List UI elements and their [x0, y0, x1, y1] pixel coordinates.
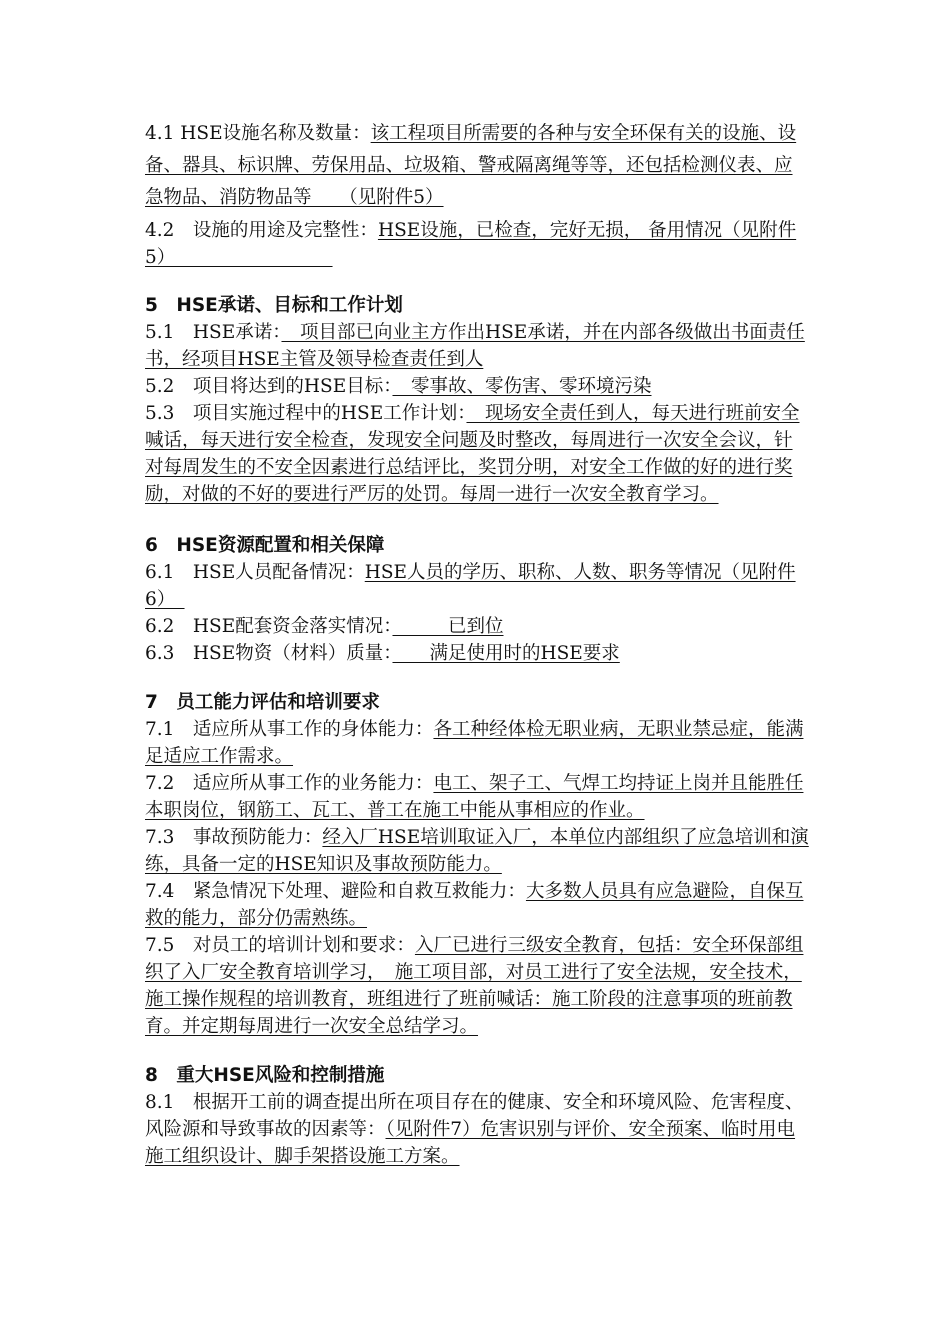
para-5-1-value: 项目部已向业主方作出HSE承诺，并在内部各级做出书面责任书，经项目HSE主管及领导检查责任到人	[145, 322, 805, 370]
para-7-2-label: 7.2 适应所从事工作的业务能力：	[145, 773, 434, 794]
section-6-heading: 6 HSE资源配置和相关保障	[145, 535, 385, 556]
section-5-heading: 5 HSE承诺、目标和工作计划	[145, 295, 403, 316]
para-6-3-label: 6.3 HSE物资（材料）质量：	[145, 643, 393, 664]
document-page	[145, 118, 810, 1170]
para-7-3	[145, 824, 810, 878]
para-4-2-label: 4.2 设施的用途及完整性：	[145, 220, 378, 241]
para-6-2-label: 6.2 HSE配套资金落实情况：	[145, 616, 393, 637]
para-6-3	[145, 640, 810, 667]
para-7-3-label: 7.3 事故预防能力：	[145, 827, 323, 848]
para-5-3	[145, 400, 810, 508]
section-7-heading: 7 员工能力评估和培训要求	[145, 692, 380, 713]
para-5-2	[145, 373, 810, 400]
para-7-5-value: 入厂已进行三级安全教育，包括：安全环保部组织了入厂安全教育培训学习， 施工项目部，对员工进行了安全法规，安全技术，施工操作规程的培训教育，班组进行了班前喊话：施工阶段的注意事项的班前教育。并定期每周进行一次安全总结学习。	[145, 935, 804, 1037]
para-7-2	[145, 770, 810, 824]
para-4-1-value: 该工程项目所需要的各种与安全环保有关的设施、设备、器具、标识牌、劳保用品、垃圾箱、警戒隔离绳等等，还包括检测仪表、应急物品、消防物品等 （见附件5）	[145, 123, 797, 208]
para-7-3-value: 经入厂HSE培训取证入厂，本单位内部组织了应急培训和演练，具备一定的HSE知识及事故预防能力。	[145, 827, 809, 875]
para-7-5-label: 7.5 对员工的培训计划和要求：	[145, 935, 415, 956]
para-8-1-label: 8.1 根据开工前的调查提出所在项目存在的健康、安全和环境风险、危害程度、风险源和导致事故的因素等：	[145, 1092, 804, 1140]
para-7-4-label: 7.4 紧急情况下处理、避险和自救互救能力：	[145, 881, 526, 902]
para-6-1-value: HSE人员的学历、职称、人数、职务等情况（见附件6）	[145, 562, 796, 610]
para-5-2-label: 5.2 项目将达到的HSE目标：	[145, 376, 393, 397]
section-8-heading: 8 重大HSE风险和控制措施	[145, 1065, 385, 1086]
para-4-1-label: 4.1 HSE设施名称及数量：	[145, 123, 371, 144]
para-5-1-label: 5.1 HSE承诺：	[145, 322, 282, 343]
para-5-3-label: 5.3 项目实施过程中的HSE工作计划：	[145, 403, 467, 424]
para-8-1-value: （见附件7）危害识别与评价、安全预案、临时用电施工组织设计、脚手架搭设施工方案。	[145, 1119, 796, 1167]
para-4-2-value: HSE设施，已检查，完好无损， 备用情况（见附件5）	[145, 220, 797, 268]
para-5-3-value: 现场安全责任到人，每天进行班前安全喊话，每天进行安全检查，发现安全问题及时整改，每周进行一次安全会议，针对每周发生的不安全因素进行总结评比，奖罚分明，对安全工作做的好的进行奖励，对做的不好的要进行严厉的处罚。每周一进行一次安全教育学习。	[145, 403, 800, 505]
para-7-1	[145, 716, 810, 770]
para-7-1-value: 各工种经体检无职业病，无职业禁忌症，能满足适应工作需求。	[145, 719, 804, 767]
para-6-1-label: 6.1 HSE人员配备情况：	[145, 562, 365, 583]
para-6-3-value: 满足使用时的HSE要求	[392, 643, 620, 664]
para-6-1	[145, 559, 810, 613]
para-4-2	[145, 217, 810, 271]
para-6-2	[145, 613, 810, 640]
para-7-5	[145, 932, 810, 1040]
para-7-1-label: 7.1 适应所从事工作的身体能力：	[145, 719, 434, 740]
para-7-2-value: 电工、架子工、气焊工均持证上岗并且能胜任本职岗位，钢筋工、瓦工、普工在施工中能从事相应的作业。	[145, 773, 804, 821]
para-4-1	[145, 118, 810, 214]
para-6-2-value: 已到位	[392, 616, 504, 637]
para-5-2-value: 零事故、零伤害、零环境污染	[392, 376, 652, 397]
para-7-4-value: 大多数人员具有应急避险，自保互救的能力，部分仍需熟练。	[145, 881, 804, 929]
para-5-1	[145, 319, 810, 373]
para-8-1	[145, 1089, 810, 1170]
para-7-4	[145, 878, 810, 932]
